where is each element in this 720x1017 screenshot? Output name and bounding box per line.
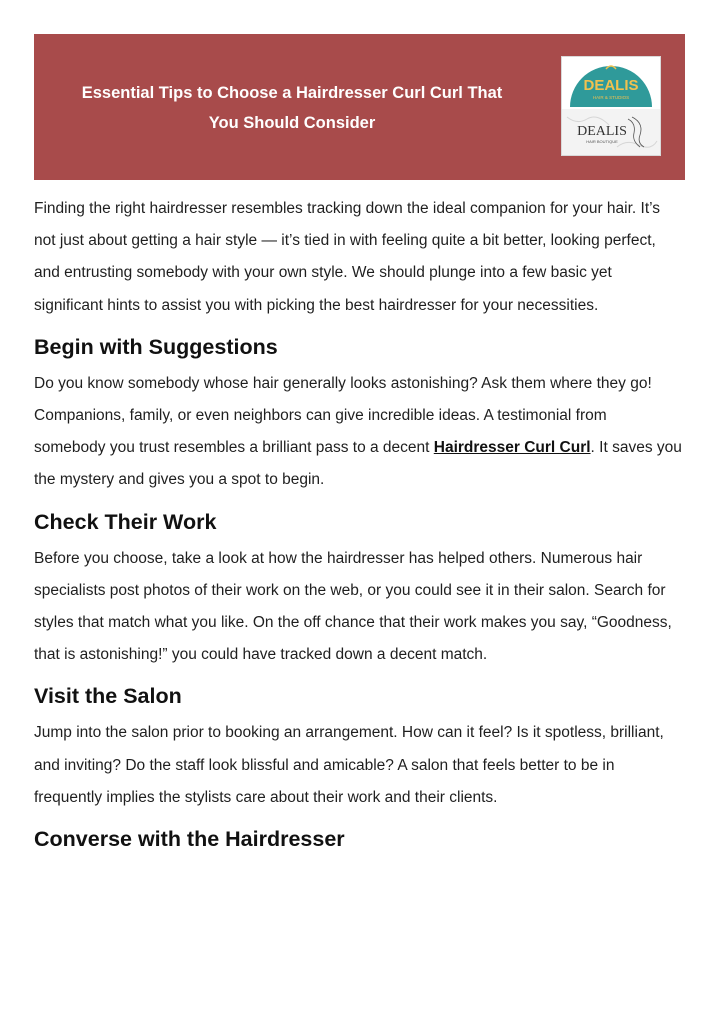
section-paragraph-check-work: Before you choose, take a look at how the hairdresser has helped others. Numerous hair specialists post photos of their work on the web, or you could see it in their salon. Search for styles that match what you like. On the off chance that their work makes you say, “Goodness, that is astonishing!” you could have tracked down a decent match. [34, 549, 672, 664]
section-heading-check-work: Check Their Work [34, 509, 217, 534]
hairdresser-curl-curl-link[interactable]: Hairdresser Curl Curl [433, 439, 591, 457]
dealis-logo [561, 56, 661, 156]
title-line-1: Essential Tips to Choose a Hairdresser Curl Curl That [81, 84, 503, 102]
title-banner [34, 34, 685, 180]
paragraph-text: . It saves you the mystery and gives you a spot to begin. [34, 439, 682, 489]
section-paragraph-suggestions [34, 368, 682, 497]
title-line-2: You Should Consider [208, 114, 376, 132]
intro-paragraph: Finding the right hairdresser resembles tracking down the ideal companion for your hair. It’s not just about getting a hair style — it’s tied in with feeling quite a bit better, looking perfect, and entrusting somebody with your own style. We should plunge into a few basic yet significant hints to assist you with picking the best hairdresser for your necessities. [34, 200, 661, 314]
section-heading-visit-salon: Visit the Salon [34, 684, 182, 709]
logo-bottom-subtext: HAIR BOUTIQUE [586, 139, 618, 144]
logo-top-subtext: HAIR & STUDIOS [592, 95, 630, 100]
logo-top-text: DEALIS [583, 77, 639, 94]
section-heading-converse: Converse with the Hairdresser [34, 827, 345, 852]
article-body [34, 193, 682, 860]
section-heading-suggestions: Begin with Suggestions [34, 334, 278, 359]
paragraph-text: Do you know somebody whose hair generally looks astonishing? Ask them where they go! Companions, family, or even neighbors can give incredible ideas. A testimonial from somebody you trust resembles a brilliant pass to a decent [34, 374, 652, 457]
section-paragraph-visit-salon: Jump into the salon prior to booking an arrangement. How can it feel? Is it spotless, brilliant, and inviting? Do the staff look blissful and amicable? A salon that feels better to be in frequently implies the stylists care about their work and their clients. [34, 724, 664, 806]
document-title [62, 78, 522, 138]
logo-bottom-text: DEALIS [577, 124, 627, 139]
